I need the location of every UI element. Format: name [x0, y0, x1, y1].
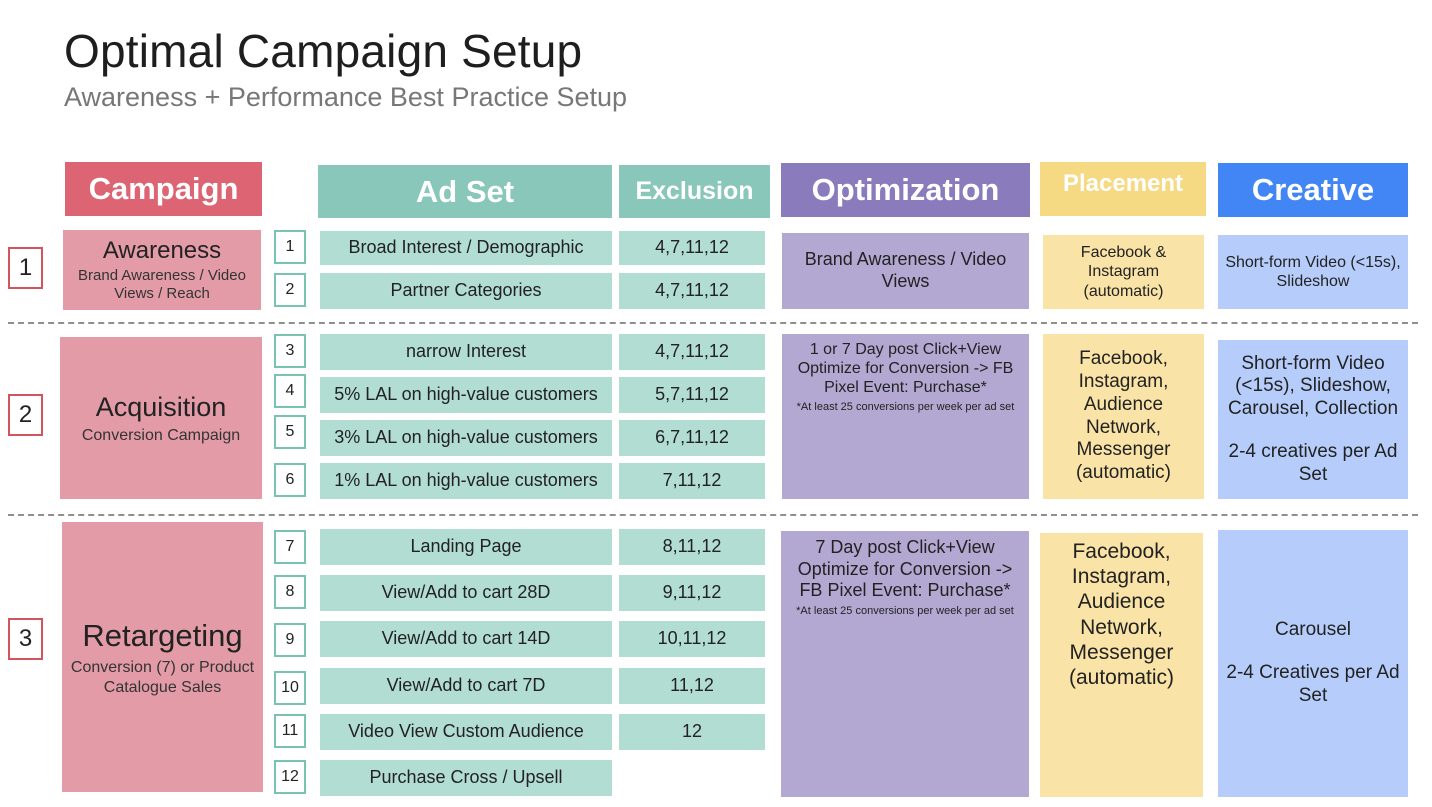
ad-set-name: View/Add to cart 28D [320, 575, 612, 611]
campaign-objective: Conversion Campaign [81, 426, 241, 444]
creative-count: 2-4 Creatives per Ad Set [1226, 662, 1400, 706]
campaign-objective: Brand Awareness / Video Views / Reach [78, 267, 246, 303]
exclusion-cell: 4,7,11,12 [619, 231, 765, 265]
ad-set-number: 9 [274, 623, 306, 657]
optimization-note: *At least 25 conversions per week per ad set [796, 400, 1015, 413]
ad-set-number: 2 [274, 273, 306, 307]
campaign-name: Acquisition [95, 392, 227, 423]
placement-cell: Facebook, Instagram, Audience Network, Messenger (automatic) [1040, 533, 1203, 797]
creative-count: 2-4 creatives per Ad Set [1228, 440, 1398, 485]
ad-set-header: Ad Set [318, 165, 612, 218]
optimization-cell [782, 334, 1029, 499]
ad-set-name: Video View Custom Audience [320, 714, 612, 750]
placement-cell: Facebook, Instagram, Audience Network, Messenger (automatic) [1043, 334, 1204, 499]
campaign-name: Retargeting [82, 618, 243, 654]
ad-set-number: 10 [274, 671, 306, 705]
ad-set-name: Landing Page [320, 529, 612, 565]
exclusion-header: Exclusion [619, 165, 770, 218]
exclusion-cell: 4,7,11,12 [619, 273, 765, 309]
exclusion-cell: 10,11,12 [619, 621, 765, 657]
creative-formats: Carousel [1274, 619, 1352, 641]
optimization-text: 1 or 7 Day post Click+View Optimize for Conversion -> FB Pixel Event: Purchase* [797, 341, 1014, 397]
ad-set-name: 5% LAL on high-value customers [320, 377, 612, 413]
exclusion-cell: 6,7,11,12 [619, 420, 765, 456]
exclusion-cell: 4,7,11,12 [619, 334, 765, 370]
creative-cell [1218, 530, 1408, 797]
optimization-text: 7 Day post Click+View Optimize for Conversion -> FB Pixel Event: Purchase* [797, 537, 1013, 601]
exclusion-cell: 9,11,12 [619, 575, 765, 611]
ad-set-name: Broad Interest / Demographic [320, 231, 612, 265]
section-number: 3 [8, 618, 43, 660]
ad-set-number: 11 [274, 714, 306, 748]
optimization-cell: Brand Awareness / Video Views [782, 233, 1029, 309]
campaign-name: Awareness [102, 236, 222, 264]
creative-cell [1218, 340, 1408, 499]
section-number: 2 [8, 394, 43, 436]
exclusion-cell: 7,11,12 [619, 463, 765, 499]
optimization-header: Optimization [781, 163, 1030, 217]
optimization-note: *At least 25 conversions per week per ad set [796, 604, 1014, 617]
ad-set-number: 5 [274, 415, 306, 449]
ad-set-name: View/Add to cart 14D [320, 621, 612, 657]
ad-set-name: narrow Interest [320, 334, 612, 370]
creative-formats: Short-form Video (<15s), Slideshow, Carousel, Collection [1227, 352, 1399, 420]
campaign-cell-retargeting [62, 522, 263, 792]
exclusion-cell: 8,11,12 [619, 529, 765, 565]
ad-set-number: 8 [274, 575, 306, 609]
section-divider [8, 322, 1418, 324]
section-divider [8, 514, 1418, 516]
creative-header: Creative [1218, 163, 1408, 217]
campaign-cell-awareness [63, 230, 261, 310]
ad-set-name: 3% LAL on high-value customers [320, 420, 612, 456]
campaign-cell-acquisition [60, 337, 262, 499]
placement-cell: Facebook & Instagram (automatic) [1043, 235, 1204, 309]
creative-cell: Short-form Video (<15s), Slideshow [1218, 235, 1408, 309]
exclusion-cell: 11,12 [619, 668, 765, 704]
ad-set-number: 4 [274, 374, 306, 408]
exclusion-cell: 12 [619, 714, 765, 750]
ad-set-number: 7 [274, 530, 306, 564]
ad-set-number: 1 [274, 230, 306, 264]
ad-set-name: Purchase Cross / Upsell [320, 760, 612, 796]
ad-set-number: 3 [274, 334, 306, 368]
ad-set-number: 12 [274, 760, 306, 794]
optimization-cell [781, 531, 1029, 797]
page-title: Optimal Campaign Setup [64, 25, 583, 77]
ad-set-number: 6 [274, 463, 306, 497]
exclusion-cell: 5,7,11,12 [619, 377, 765, 413]
campaign-header: Campaign [65, 162, 262, 216]
ad-set-name: 1% LAL on high-value customers [320, 463, 612, 499]
placement-header: Placement [1040, 162, 1206, 216]
ad-set-name: View/Add to cart 7D [320, 668, 612, 704]
page-subtitle: Awareness + Performance Best Practice Setup [64, 82, 628, 112]
section-number: 1 [8, 247, 43, 289]
ad-set-name: Partner Categories [320, 273, 612, 309]
campaign-objective: Conversion (7) or Product Catalogue Sales [70, 659, 255, 696]
